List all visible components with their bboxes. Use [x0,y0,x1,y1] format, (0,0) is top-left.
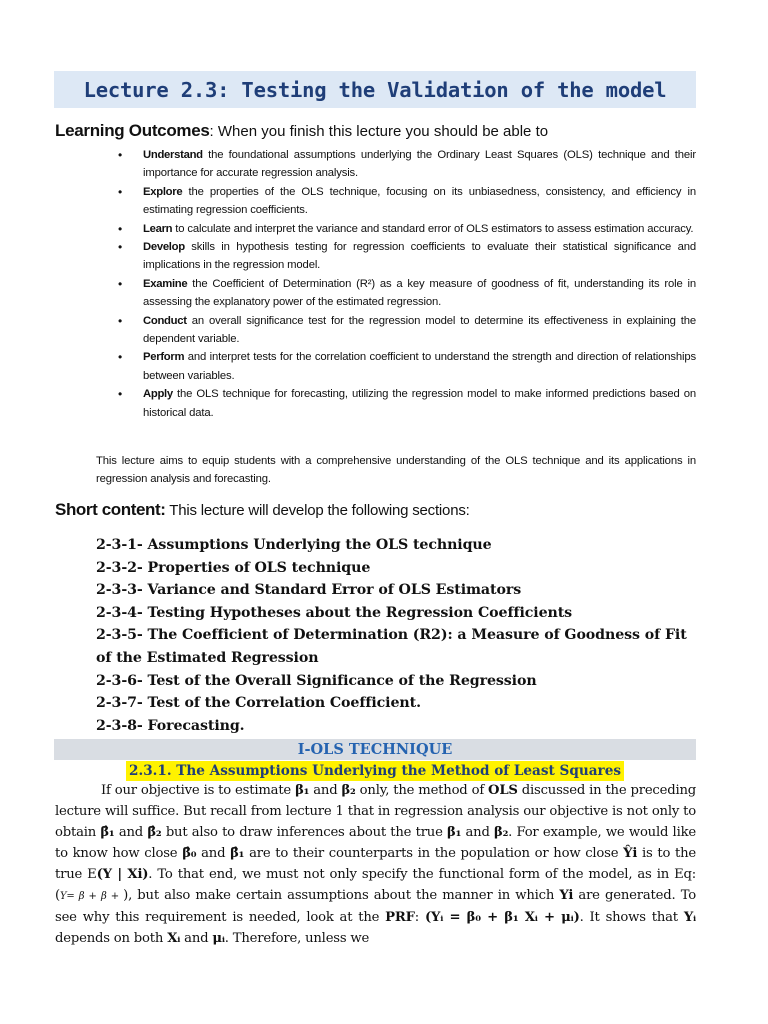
body-text: . It shows that [579,910,684,925]
body-bold: OLS [488,783,518,798]
bullet-icon: • [118,387,123,402]
body-bold: β̂₁ [100,825,115,840]
section-item: 2-3-4- Testing Hypotheses about the Regression Coefficients [96,604,573,621]
section-item: 2-3-6- Test of the Overall Significance of the Regression [96,672,537,689]
body-text: discussed in the preceding lecture will suffice. But recall from lecture 1 that in regression analysis our objective is not only to obtain [55,783,697,840]
learning-outcomes-list [118,146,696,422]
body-text: . Therefore, unless we [224,931,370,946]
body-text: depends on both [55,931,168,946]
list-item [118,183,696,220]
outcome-text: the OLS technique for forecasting, utilizing the regression model to make informed predictions based on historical data. [143,388,696,419]
page-title: Lecture 2.3: Testing the Validation of the model [83,77,667,102]
body-bold: β₁ [447,825,462,840]
body-bold: β̂₁ [230,846,245,861]
body-bold: β₁ [295,783,310,798]
learning-outcomes-label: Learning Outcomes [55,121,210,140]
body-bold: PRF [385,910,415,925]
outcome-verb: Learn [143,222,173,235]
body-text: . To that end, we must not only specify the functional form of the model, as in Eq: ( [55,867,696,903]
body-text: and [180,931,213,946]
sections-list [96,534,696,737]
outcome-verb: Perform [143,351,185,364]
outcome-text: an overall significance test for the regression model to determine its effectiveness in explaining the dependent variable. [143,314,696,346]
outcome-text: and interpret tests for the correlation coefficient to understand the strength and direction of relationships between variables. [143,351,696,382]
body-text: . For example, we would like to know how close [55,825,696,861]
bullet-icon: • [118,240,123,255]
outcome-verb: Explore [143,185,183,198]
list-item [118,220,696,238]
outcome-verb: Examine [143,277,188,290]
body-text: and [461,825,495,840]
outcome-verb: Develop [143,241,185,254]
body-bold: Ŷi [623,846,638,861]
list-item [118,312,696,349]
body-bold: μᵢ [212,931,225,946]
short-content-heading [55,500,470,520]
learning-outcomes-heading [55,121,548,141]
body-bold: Yi [559,888,574,903]
section-item: 2-3-8- Forecasting. [96,717,245,734]
short-content-intro: This lecture will develop the following sections: [165,502,470,519]
body-text: : [414,910,425,925]
outcome-verb: Apply [143,388,173,401]
list-item [118,238,696,275]
short-content-label: Short content: [55,500,166,519]
outcome-text: the foundational assumptions underlying the Ordinary Least Squares (OLS) technique and their importance for accurate regression analysis. [143,149,696,180]
body-bold: β̂₀ [182,846,197,861]
body-bold: β₂ [341,783,356,798]
outcome-text: the properties of the OLS technique, focusing on its unbiasedness, consistency, and efficiency in estimating regression coefficients. [143,185,696,217]
body-bold: Yᵢ [683,910,696,925]
body-text: and [196,846,231,861]
body-text: are to their counterparts in the population or how close [244,846,624,861]
bullet-icon: • [118,276,123,291]
outcome-text: the Coefficient of Determination (R²) as a key measure of goodness of fit, understanding its role in assessing the explanatory power of the estimated regression. [143,277,696,309]
body-text: and [114,825,148,840]
band-heading: I-OLS TECHNIQUE [297,741,453,758]
section-item: 2-3-7- Test of the Correlation Coefficient. [96,695,421,712]
equation-inline: Y= β + β + [59,891,124,902]
body-text: only, the method of [355,783,489,798]
list-item [118,348,696,385]
list-item [118,146,696,183]
outcome-verb: Understand [143,149,203,161]
bullet-icon: • [118,313,123,328]
outcome-text: skills in hypothesis testing for regression coefficients to evaluate their statistical significance and implications in the regression model. [143,241,696,272]
list-item [118,385,696,422]
section-item: 2-3-1- Assumptions Underlying the OLS technique [96,537,492,553]
body-text: but also to draw inferences about the true [161,825,448,840]
aim-paragraph: This lecture aims to equip students with a comprehensive understanding of the OLS technique and its applications in regression analysis and forecasting. [96,455,696,485]
bullet-icon: • [118,350,123,365]
bullet-icon: • [118,148,123,162]
list-item [118,275,696,312]
section-band [54,739,696,760]
title-box [54,71,696,108]
section-item: 2-3-3- Variance and Standard Error of OLS Estimators [96,582,522,599]
body-bold: Xᵢ [167,931,181,946]
body-text: If our objective is to estimate [101,783,296,798]
bullet-icon: • [118,221,123,236]
section-item: 2-3-2- Properties of OLS technique [96,559,371,576]
body-paragraph [55,780,696,949]
body-text: are generated. To see why this requirement is needed, look at the [55,888,697,925]
outcome-verb: Conduct [143,314,187,327]
outcome-text: to calculate and interpret the variance and standard error of OLS estimators to assess estimation accuracy. [172,222,694,235]
body-text: ), but also make certain assumptions about the manner in which [123,888,560,903]
bullet-icon: • [118,184,123,199]
sub-heading-highlight [126,761,624,781]
body-text: and [309,783,342,798]
sub-heading: 2.3.1. The Assumptions Underlying the Method of Least Squares [129,763,622,779]
section-item: 2-3-5- The Coefficient of Determination (R2): a Measure of Goodness of Fit of the Estimated Regression [96,627,687,666]
body-text: is to the true E [55,846,696,882]
body-bold: β̂₂ [147,825,162,840]
body-bold: (Y | Xi) [96,867,149,882]
body-bold: (Yᵢ = β₀ + β₁ Xᵢ + μᵢ) [424,910,580,925]
body-bold: β₂ [494,825,509,840]
learning-outcomes-intro: : When you finish this lecture you should be able to [209,123,549,140]
